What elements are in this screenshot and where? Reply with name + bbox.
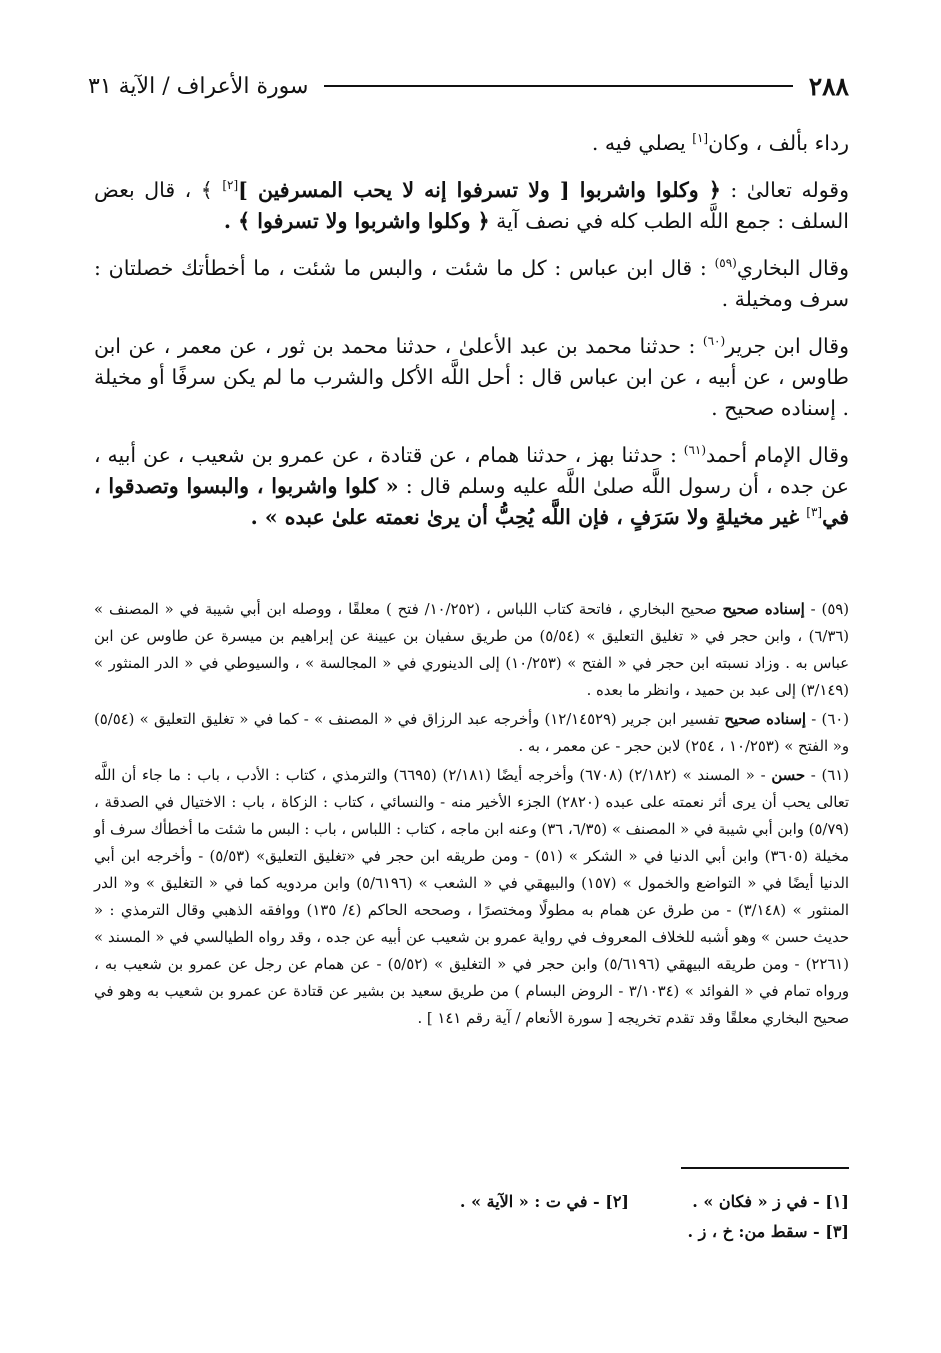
footnote-grade: إسناده صحيح bbox=[724, 711, 806, 728]
paragraph-text: ﴾ ، قال بعض السلف : جمع اللَّه الطب كله في نصف آية bbox=[94, 178, 849, 233]
manuscript-note-3 bbox=[629, 1217, 849, 1247]
paragraph-text: وقال الإمام أحمد bbox=[706, 443, 849, 467]
manuscript-note-1 bbox=[629, 1187, 849, 1217]
footnote-ref: (٦١) bbox=[683, 443, 707, 458]
manuscript-ref: [٣] bbox=[806, 505, 823, 520]
hadith-text: غير مخيلةٍ ولا سَرَفٍ ، فإن اللَّه يُحِبُّ أن يرىٰ نعمته علىٰ عبده » . bbox=[250, 505, 807, 529]
main-text bbox=[94, 128, 849, 549]
paragraph-text: وقال ابن جرير bbox=[725, 334, 849, 358]
manuscript-note-text: في ز « فكان » . bbox=[692, 1192, 808, 1211]
footnote-ref: (٦٠) bbox=[702, 334, 726, 349]
manuscript-notes-rule bbox=[681, 1167, 849, 1169]
hadith-text: « كلوا واشربوا ، والبسوا وتصدقوا ، في bbox=[94, 474, 849, 529]
footnote-number: (٦٠) - bbox=[806, 711, 850, 728]
paragraph-3 bbox=[94, 253, 849, 315]
paragraph-5 bbox=[94, 440, 849, 533]
manuscript-note-2 bbox=[94, 1187, 629, 1217]
footnotes bbox=[94, 596, 849, 1034]
paragraph-text: : حدثنا بهز ، حدثنا همام ، عن قتادة ، عن عمرو بن شعيب ، عن أبيه ، عن جده ، أن رسول اللَّه صلىٰ اللَّه عليه وسلم قال : bbox=[94, 443, 850, 498]
quran-verse: ﴿ وكلوا واشربوا [ ولا تسرفوا إنه لا يحب المسرفين ] bbox=[238, 178, 721, 202]
paragraph-text: يصلي فيه . bbox=[591, 131, 693, 155]
page-header bbox=[88, 66, 849, 106]
manuscript-note-number: [١] - bbox=[807, 1192, 849, 1211]
manuscript-note-number: [٣] - bbox=[807, 1222, 849, 1241]
manuscript-note-text: في ت : « الآية » . bbox=[459, 1192, 588, 1211]
footnote-61 bbox=[94, 762, 849, 1032]
page-number: ٢٨٨ bbox=[808, 71, 849, 101]
paragraph-text: : قال ابن عباس : كل ما شئت ، والبس ما شئت ، ما أخطأتك خصلتان : سرف ومخيلة . bbox=[94, 256, 849, 311]
paragraph-4 bbox=[94, 331, 849, 424]
paragraph-2 bbox=[94, 175, 849, 237]
footnote-text: تفسير ابن جرير (١٢/١٤٥٢٩) وأخرجه عبد الرزاق في « المصنف » - كما في « تغليق التعليق » (٥/٥٤) و« الفتح » (١٠/٢٥٣ ، ٢٥٤) لابن حجر - عن معمر ، به . bbox=[94, 711, 849, 755]
paragraph-text: : حدثنا محمد بن عبد الأعلىٰ ، حدثنا محمد بن ثور ، عن معمر ، عن ابن طاوس ، عن أبيه ، عن ابن عباس قال : أحل اللَّه الأكل والشرب ما لم يكن سرفًا أو مخيلة . إسناده صحيح . bbox=[94, 334, 849, 420]
paragraph-text: رداء بألف ، وكان bbox=[708, 131, 849, 155]
footnote-text: صحيح البخاري ، فاتحة كتاب اللباس ، (١٠/٢٥٢/ فتح ) معلقًا ، ووصله ابن أبي شيبة في « المصنف » (٦/٣٦) ، وابن حجر في « تغليق التعليق » (٥/٥٤) من طريق سفيان بن عيينة عن إبراهيم بن ميسرة عن طاوس عن ابن عباس به . وزاد نسبته ابن حجر في « الفتح » (١٠/٢٥٣) إلى الدينوري في « المجالسة » ، والسيوطي في « الدر المنثور » (٣/١٤٩) إلى عبد بن حميد ، وانظر ما بعده . bbox=[94, 601, 850, 699]
manuscript-ref: [٢] bbox=[222, 178, 239, 193]
footnote-number: (٦١) - bbox=[804, 767, 849, 784]
footnote-grade: إسناده صحيح bbox=[722, 601, 805, 618]
header-rule bbox=[324, 85, 792, 87]
footnote-60 bbox=[94, 706, 849, 760]
manuscript-note-number: [٢] - bbox=[587, 1192, 629, 1211]
footnote-text: - « المسند » (٢/١٨٢) (٦٧٠٨) وأخرجه أيضًا (٢/١٨١) (٦٦٩٥) والترمذي ، كتاب : الأدب ، باب : ما جاء أن اللَّه تعالى يحب أن يرى أثر نعمته على عبده (٢٨٢٠) الجزء الأخير منه - والنسائي ، كتاب : الزكاة ، باب : الاختيال في الصدقة ، (٥/٧٩) وابن أبي شيبة في « المصنف » (٦/٣٥، ٣٦) وعنه ابن ماجه ، كتاب : اللباس ، باب : البس ما شئت ما أخطأك سرف أو مخيلة (٣٦٠٥) وابن أبي الدنيا في « الشكر » (٥١) - ومن طريقه ابن حجر في «تغليق التعليق» (٥/٥٣) - وأخرجه ابن أبي الدنيا أيضًا في « التواضع والخمول » (١٥٧) والبيهقي في « الشعب » (٥/٦١٩٦) وابن مردويه كما في « التغليق » و« الدر المنثور » (٣/١٤٨) - من طرق عن همام به مطولًا ومختصرًا ، وصححه الحاكم (٤/ ١٣٥) ووافقه الذهبي وقال الترمذي : « حديث حسن » وهو أشبه للخلاف المعروف في رواية عمرو بن شعيب عن أبيه عن جده ، وقد رواه الطيالسي في « المسند » (٢٢٦١) - ومن طريقه البيهقي (٥/٦١٩٦) وابن حجر في « التغليق » (٥/٥٢) - عن همام عن رجل عن عمرو بن شعيب به ، ورواه تمام في « الفوائد » (٣/١٠٣٤ - الروض البسام ) من طريق سعيد بن بشير عن قتادة عن عمرو بن شعيب به وهو في صحيح البخاري معلقًا وقد تقدم تخريجه [ سورة الأنعام / آية رقم ١٤١ ] . bbox=[94, 767, 849, 1027]
manuscript-notes-row bbox=[94, 1217, 849, 1247]
manuscript-ref: [١] bbox=[692, 131, 709, 146]
footnote-59 bbox=[94, 596, 849, 704]
manuscript-note-text: سقط من: خ ، ز . bbox=[687, 1222, 808, 1241]
manuscript-notes-row bbox=[94, 1187, 849, 1217]
quran-verse: ﴿ وكلوا واشربوا ولا تسرفوا ﴾ . bbox=[223, 209, 490, 233]
surah-title: سورة الأعراف / الآية ٣١ bbox=[88, 73, 309, 99]
paragraph-text: وقوله تعالىٰ : bbox=[720, 178, 850, 202]
footnote-grade: حسن bbox=[771, 767, 805, 784]
manuscript-notes bbox=[94, 1187, 849, 1247]
paragraph-text: وقال البخاري bbox=[736, 256, 849, 280]
footnote-ref: (٥٩) bbox=[714, 256, 737, 271]
paragraph-1 bbox=[94, 128, 849, 159]
footnote-number: (٥٩) - bbox=[804, 601, 849, 618]
